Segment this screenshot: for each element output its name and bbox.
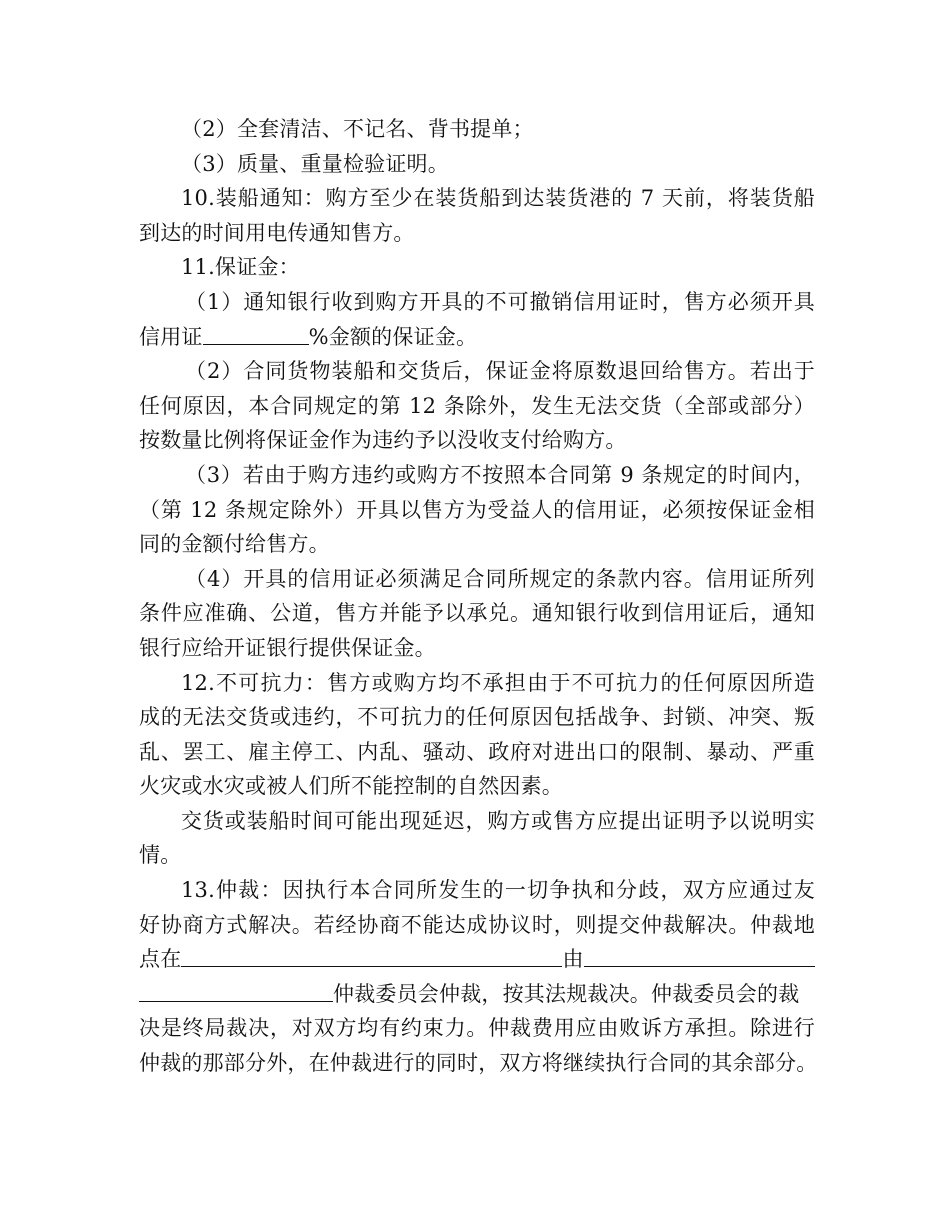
clause-12-line-1: 12.不可抗力：售方或购方均不承担由于不可抗力的任何原因所造 bbox=[181, 670, 815, 695]
clause-10-line-1: 10.装船通知：购方至少在装货船到达装货港的 7 天前，将装货船 bbox=[181, 186, 815, 211]
clause-11-item-4-line-2: 条件应准确、公道，售方并能予以承兑。通知银行收到信用证后，通知 bbox=[139, 601, 815, 626]
clause-12-delay-line-2: 情。 bbox=[139, 843, 182, 868]
clause-11-item-3-line-3: 同的金额付给售方。 bbox=[139, 532, 330, 557]
clause-13-line-6: 仲裁的那部分外，在仲裁进行的同时，双方将继续执行合同的其余部分。 bbox=[139, 1051, 818, 1076]
arbitration-place-blank bbox=[181, 944, 562, 967]
contract-text bbox=[139, 112, 818, 1081]
clause-11-item-4-line-1: （4）开具的信用证必须满足合同所规定的条款内容。信用证所列 bbox=[185, 566, 815, 591]
clause-13-line-5: 决是终局裁决，对双方均有约束力。仲裁费用应由败诉方承担。除进行 bbox=[139, 1016, 815, 1041]
clause-13-place-label: 点在 bbox=[139, 947, 182, 972]
clause-11-item-1-text-a: 信用证 bbox=[139, 324, 203, 349]
arbitration-commission-blank-a bbox=[584, 944, 815, 967]
clause-13-line-1: 13.仲裁：因执行本合同所发生的一切争执和分歧，双方应通过友 bbox=[181, 878, 815, 903]
deposit-percent-blank bbox=[203, 322, 309, 345]
arbitration-commission-blank-b bbox=[139, 979, 333, 1002]
clause-11-item-2-line-1: （2）合同货物装船和交货后，保证金将原数退回给售方。若出于 bbox=[185, 359, 815, 384]
clause-13-by-label: 由 bbox=[562, 947, 584, 972]
clause-13-line-4-text: 仲裁委员会仲裁，按其法规裁决。仲裁委员会的裁 bbox=[333, 981, 800, 1006]
clause-10-line-2: 到达的时间用电传通知售方。 bbox=[139, 220, 415, 245]
clause-11-item-4-line-3: 银行应给开证银行提供保证金。 bbox=[139, 635, 436, 660]
clause-11-item-2-line-2: 任何原因，本合同规定的第 12 条除外，发生无法交货（全部或部分） bbox=[139, 393, 815, 418]
clause-11-item-2-line-3: 按数量比例将保证金作为违约予以没收支付给购方。 bbox=[139, 428, 627, 453]
clause-11-item-3-line-2: （第 12 条规定除外）开具以售方为受益人的信用证，必须按保证金相 bbox=[139, 497, 815, 522]
clause-13-line-3 bbox=[139, 942, 815, 977]
clause-11-heading: 11.保证金： bbox=[181, 255, 300, 280]
clause-13-line-2: 好协商方式解决。若经协商不能达成协议时，则提交仲裁解决。仲裁地 bbox=[139, 912, 815, 937]
clause-12-delay-line-1: 交货或装船时间可能出现延迟，购方或售方应提出证明予以说明实 bbox=[181, 808, 815, 833]
clause-9-item-2: （2）全套清洁、不记名、背书提单； bbox=[181, 117, 534, 141]
clause-11-item-1-text-b: %金额的保证金。 bbox=[308, 324, 478, 349]
clause-9-item-3: （3）质量、重量检验证明。 bbox=[181, 151, 449, 176]
clause-12-line-3: 乱、罢工、雇主停工、内乱、骚动、政府对进出口的限制、暴动、严重 bbox=[139, 739, 815, 764]
clause-11-item-1-line-1: （1）通知银行收到购方开具的不可撤销信用证时，售方必须开具 bbox=[185, 289, 815, 314]
clause-12-line-2: 成的无法交货或违约，不可抗力的任何原因包括战争、封锁、冲突、叛 bbox=[139, 705, 815, 730]
clause-13-line-4 bbox=[139, 977, 815, 1012]
clause-12-line-4: 火灾或水灾或被人们所不能控制的自然因素。 bbox=[139, 774, 563, 799]
clause-11-item-1-line-2 bbox=[139, 320, 815, 355]
clause-11-item-3-line-1: （3）若由于购方违约或购方不按照本合同第 9 条规定的时间内， bbox=[185, 462, 815, 487]
